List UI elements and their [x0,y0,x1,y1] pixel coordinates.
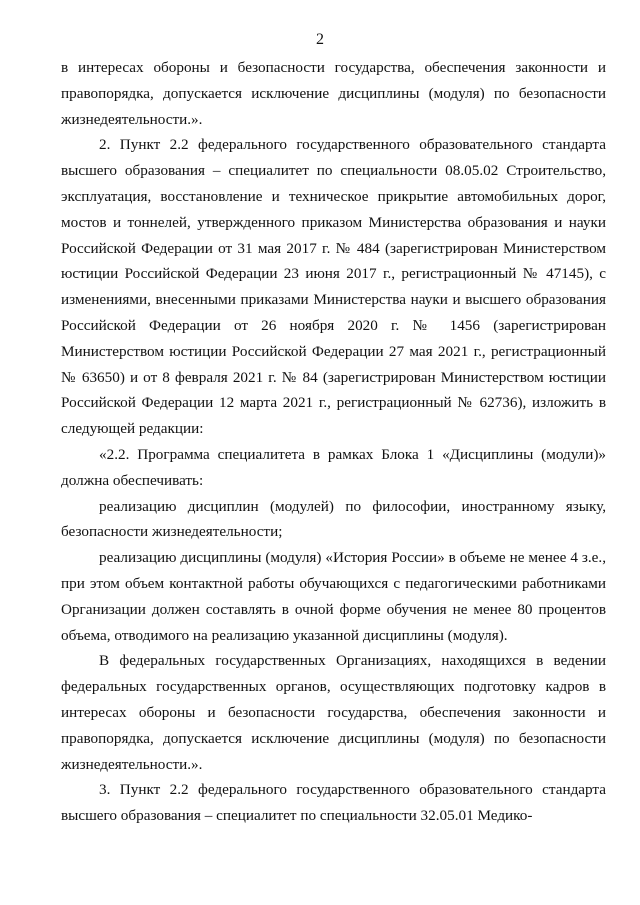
paragraph-item-2: 2. Пункт 2.2 федерального государственного образовательного стандарта высшего образования – специалитет по специальности 08.05.02 Строительство, эксплуатация, восстановление и техническое прикрытие автомобильных дорог, мостов и тоннелей, утвержденного приказом Министерства образования и науки Российской Федерации от 31 мая 2017 г. № 484 (зарегистрирован Министерством юстиции Российской Федерации 23 июня 2017 г., регистрационный № 47145), с изменениями, внесенными приказами Министерства науки и высшего образования Российской Федерации от 26 ноября 2020 г. № 1456 (зарегистрирован Министерством юстиции Российской Федерации 27 мая 2021 г., регистрационный № 63650) и от 8 февраля 2021 г. № 84 (зарегистрирован Министерством юстиции Российской Федерации 12 марта 2021 г., регистрационный № 62736), изложить в следующей редакции: [61,136,606,438]
document-body [61,55,606,829]
paragraph-federal-organizations: В федеральных государственных Организациях, находящихся в ведении федеральных государственных органов, осуществляющих подготовку кадров в интересах обороны и безопасности государства, обеспечения законности и правопорядка, допускается исключение дисциплины (модуля) по безопасности жизнедеятельности.». [61,652,606,773]
paragraph-clause-2-2: «2.2. Программа специалитета в рамках Блока 1 «Дисциплины (модули)» должна обеспечивать: [61,445,606,489]
paragraph-item-3: 3. Пункт 2.2 федерального государственного образовательного стандарта высшего образования – специалитет по специальности 32.05.01 Медико- [61,781,606,825]
paragraph-continuation: в интересах обороны и безопасности государства, обеспечения законности и правопорядка, допускается исключение дисциплины (модуля) по безопасности жизнедеятельности.». [61,59,606,128]
paragraph-disciplines-list: реализацию дисциплин (модулей) по философии, иностранному языку, безопасности жизнедеятельности; [61,497,606,541]
paragraph-history-discipline: реализацию дисциплины (модуля) «История России» в объеме не менее 4 з.е., при этом объем контактной работы обучающихся с педагогическими работниками Организации должен составлять в очной форме обучения не менее 80 процентов объема, отводимого на реализацию указанной дисциплины (модуля). [61,549,606,644]
page-number: 2 [316,31,324,48]
